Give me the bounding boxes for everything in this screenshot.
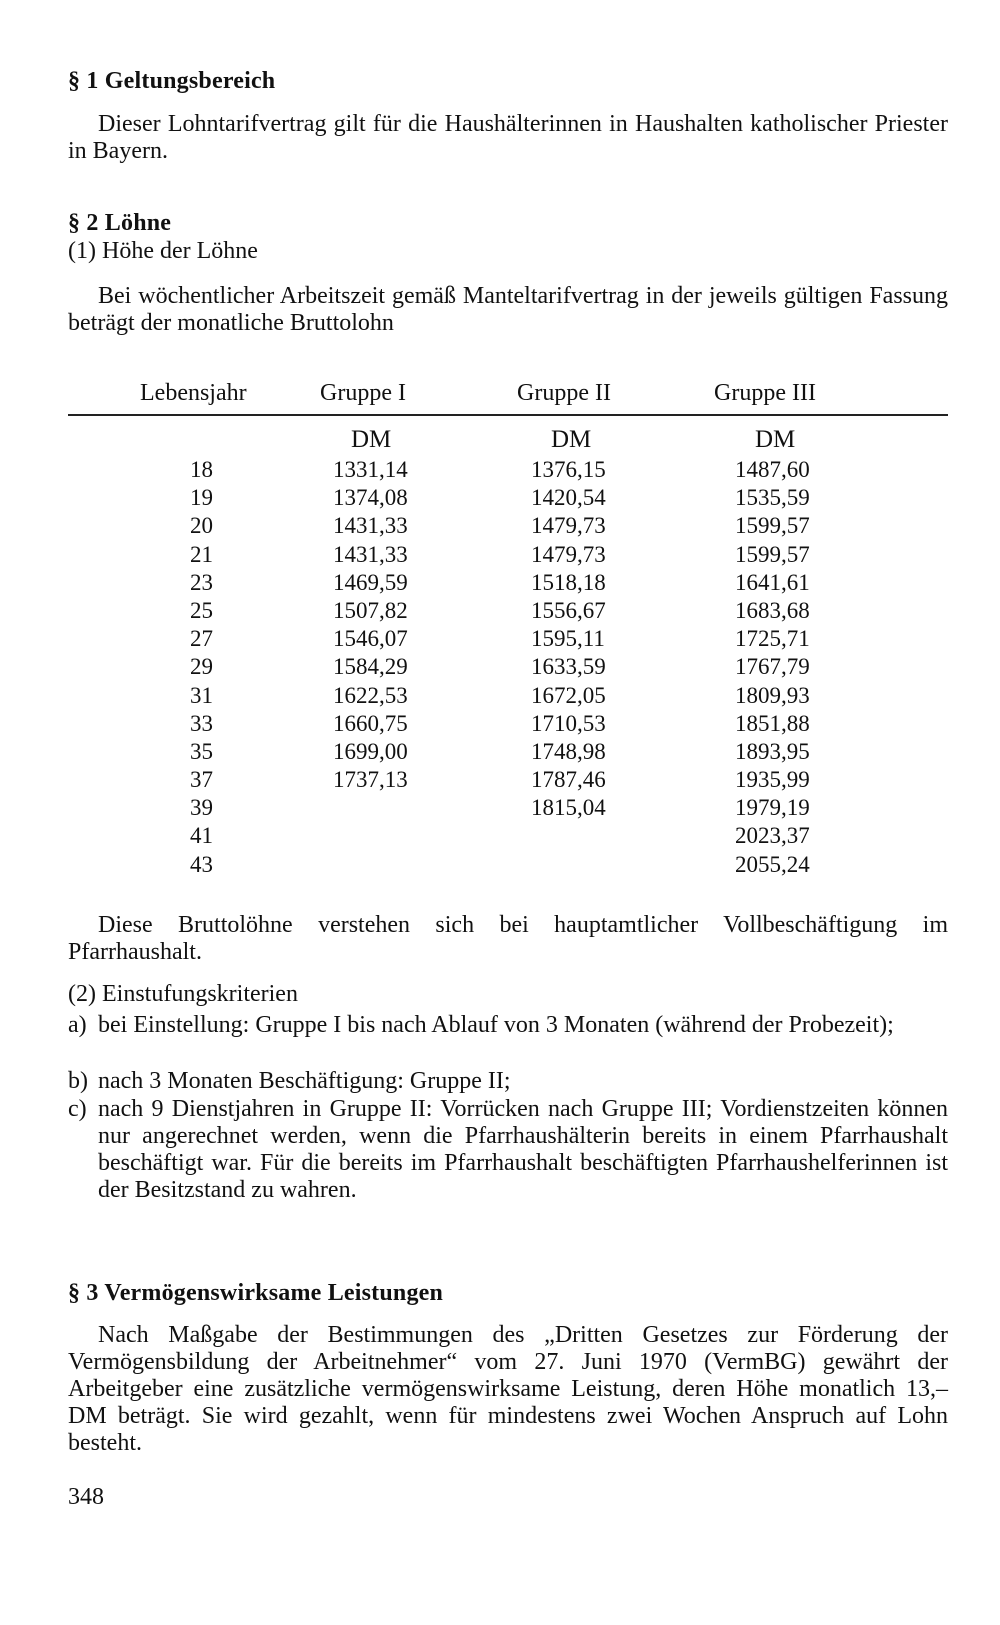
group-2-cell: 1815,04	[531, 795, 606, 821]
group-3-cell: 1599,57	[735, 541, 810, 567]
group-3-cell: 1979,19	[735, 795, 810, 821]
age-cell: 37	[190, 767, 213, 793]
group-2-cell: 1479,73	[531, 513, 606, 539]
header-group-1: Gruppe I	[320, 380, 406, 406]
criterion-a-label: a)	[68, 1012, 87, 1038]
group-1-cell: 1431,33	[333, 541, 408, 567]
group-1-cell: 1469,59	[333, 569, 408, 595]
group-3-cell: 1683,68	[735, 597, 810, 623]
age-cell: 18	[190, 457, 213, 482]
criterion-c-text: nach 9 Dienstjahren in Gruppe II: Vorrücken nach Gruppe III; Vordienstzeiten können nur angerechnet werden, wenn die Pfarrhaushälterin bereits in einem Pfarrhaushalt beschäftigt war. Für die bereits im Pfarrhaushalt beschäftigten Pfarrhaushelferinnen ist der Besitzstand zu wahren.	[98, 1096, 948, 1203]
group-2-cell: 1420,54	[531, 485, 606, 511]
criterion-c-label: c)	[68, 1096, 87, 1122]
group-1-cell: 1699,00	[333, 738, 408, 764]
group-2-cell: 1376,15	[531, 457, 606, 482]
group-2-cell: 1710,53	[531, 710, 606, 736]
section-3-text: Nach Maßgabe der Bestimmungen des „Dritten Gesetzes zur Förderung der Vermögensbildung der Arbeitnehmer“ vom 27. Juni 1970 (VermBG) gewährt der Arbeitgeber eine zusätzliche vermögenswirksame Leistung, deren Höhe monatlich 13,– DM beträgt. Sie wird gezahlt, wenn für mindestens zwei Wochen Anspruch auf Lohn besteht.	[68, 1322, 948, 1456]
group-1-cell: 1737,13	[333, 767, 408, 793]
section-1-text: Dieser Lohntarifvertrag gilt für die Haushälterinnen in Haushalten katholischer Priester in Bayern.	[68, 111, 948, 164]
criterion-c	[68, 1096, 948, 1204]
group-3-cell: 1851,88	[735, 710, 810, 736]
group-3-unit: DM	[755, 426, 796, 453]
group-3-cell: 2055,24	[735, 851, 810, 877]
group-1-cell: 1584,29	[333, 654, 408, 680]
group-1-cell: 1546,07	[333, 626, 408, 652]
group-1-cell: 1431,33	[333, 513, 408, 539]
age-cell: 33	[190, 710, 213, 736]
table-rule	[68, 414, 948, 416]
age-cell: 20	[190, 513, 213, 539]
group-2-cell: 1479,73	[531, 541, 606, 567]
header-group-2: Gruppe II	[517, 380, 611, 406]
header-age: Lebensjahr	[140, 380, 247, 406]
group-1-cell: 1660,75	[333, 710, 408, 736]
group-2-cell: 1748,98	[531, 738, 606, 764]
group-1-cell: 1507,82	[333, 597, 408, 623]
criterion-a-text: bei Einstellung: Gruppe I bis nach Ablauf von 3 Monaten (während der Probezeit);	[98, 1012, 894, 1038]
criterion-b-text: nach 3 Monaten Beschäftigung: Gruppe II;	[98, 1068, 511, 1094]
criterion-b-label: b)	[68, 1068, 88, 1094]
age-cell: 35	[190, 738, 213, 764]
group-3-column	[735, 424, 810, 879]
group-1-cell: 1331,14	[333, 457, 408, 482]
criterion-a	[68, 1012, 948, 1039]
page-number: 348	[68, 1484, 104, 1510]
group-1-cell: 1622,53	[333, 682, 408, 708]
group-2-cell: 1518,18	[531, 569, 606, 595]
group-2-cell: 1556,67	[531, 597, 606, 623]
section-2-heading: § 2 Löhne	[68, 210, 172, 236]
group-1-column	[333, 424, 408, 794]
group-2-column	[531, 424, 606, 822]
group-2-cell: 1787,46	[531, 767, 606, 793]
age-cell: 39	[190, 795, 213, 821]
section-3-heading: § 3 Vermögenswirksame Leistungen	[68, 1280, 444, 1306]
group-3-cell: 1641,61	[735, 569, 810, 595]
age-cell: 29	[190, 654, 213, 680]
group-1-cell: 1374,08	[333, 485, 408, 511]
age-column	[190, 456, 213, 879]
group-2-cell: 1633,59	[531, 654, 606, 680]
age-cell: 43	[190, 851, 213, 877]
group-3-cell: 1725,71	[735, 626, 810, 652]
age-cell: 23	[190, 569, 213, 595]
age-cell: 19	[190, 485, 213, 511]
wage-table-header	[68, 380, 948, 410]
group-3-cell: 1767,79	[735, 654, 810, 680]
group-2-cell: 1595,11	[531, 626, 605, 652]
section-1-heading: § 1 Geltungsbereich	[68, 68, 276, 94]
group-3-cell: 1487,60	[735, 457, 810, 482]
header-group-3: Gruppe III	[714, 380, 816, 406]
group-2-cell: 1672,05	[531, 682, 606, 708]
age-cell: 21	[190, 541, 213, 567]
group-3-cell: 1535,59	[735, 485, 810, 511]
age-cell: 27	[190, 626, 213, 652]
group-1-unit: DM	[351, 426, 392, 453]
group-3-cell: 2023,37	[735, 823, 810, 849]
section-2-sub2: (2) Einstufungskriterien	[68, 981, 298, 1007]
age-cell: 31	[190, 682, 213, 708]
group-3-cell: 1809,93	[735, 682, 810, 708]
group-3-cell: 1893,95	[735, 738, 810, 764]
group-3-cell: 1599,57	[735, 513, 810, 539]
section-2-sub1: (1) Höhe der Löhne	[68, 238, 258, 264]
criterion-b	[68, 1068, 948, 1095]
age-cell: 41	[190, 823, 213, 849]
group-3-cell: 1935,99	[735, 767, 810, 793]
age-cell: 25	[190, 597, 213, 623]
section-2-note: Diese Bruttolöhne verstehen sich bei hauptamtlicher Vollbeschäftigung im Pfarrhaushalt.	[68, 912, 948, 965]
group-2-unit: DM	[551, 426, 592, 453]
section-2-intro: Bei wöchentlicher Arbeitszeit gemäß Manteltarifvertrag in der jeweils gültigen Fassung beträgt der monatliche Bruttolohn	[68, 283, 948, 336]
